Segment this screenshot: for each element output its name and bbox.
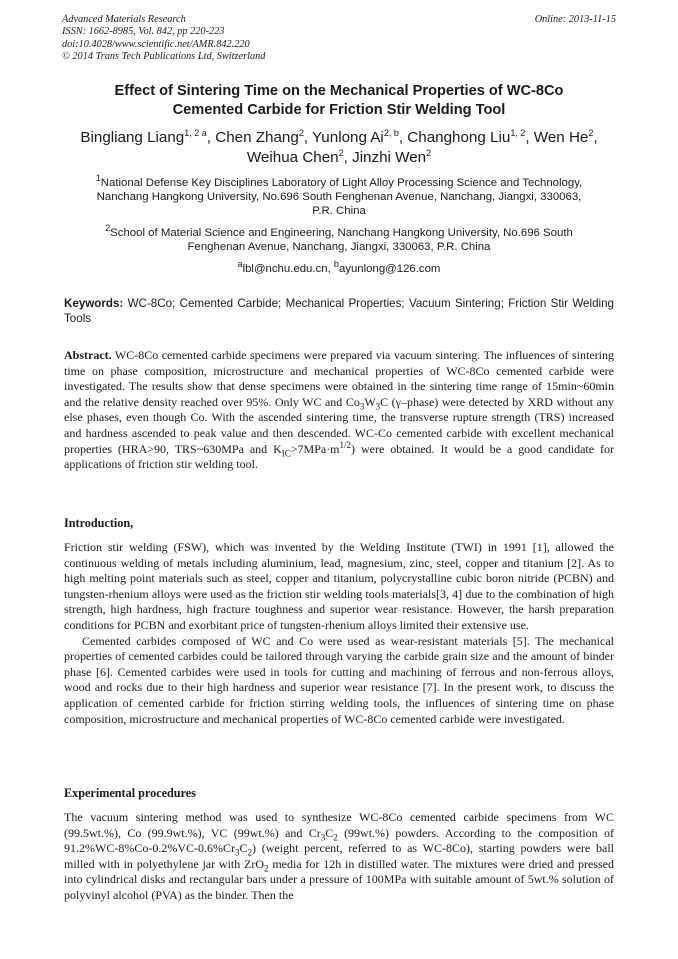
author-line-1: Bingliang Liang$^{1, 2 a}$, Chen Zhang$^2$, Yunlong Ai$^{2, b}$, Changhong Liu$^{1, 2}$, Wen He$^2$, [80, 127, 598, 146]
author-name: Changhong Liu [407, 129, 511, 146]
exp-text: C [239, 841, 248, 856]
author-name: Chen Zhang [215, 129, 299, 146]
doi-line[interactable]: doi:10.4028/www.scientific.net/AMR.842.220 [62, 38, 250, 50]
title-line-2: Cemented Carbide for Friction Stir Welding Tool [172, 102, 506, 118]
paper-title [40, 82, 638, 120]
author-affil-sup: 1, 2 [510, 127, 526, 138]
subscript: 3 [375, 401, 381, 412]
introduction-body [64, 540, 614, 727]
journal-name: Advanced Materials Research [62, 14, 186, 25]
keywords [64, 296, 614, 326]
exp-text: ) (weight percent, referred to as WC-8Co), starting powders were ball milled with in polyethylene jar with ZrO [64, 841, 614, 871]
affil-2-line-1: School of Material Science and Engineering, Nanchang Hangkong University, No.696 South [110, 227, 573, 239]
email-a[interactable]: lbl@nchu.edu.cn, [242, 263, 334, 275]
author-affil-sup: 2 [338, 147, 344, 158]
subscript: 3 [359, 401, 365, 412]
author-affil-sup: 2, b [383, 127, 399, 138]
author-emails [52, 259, 626, 276]
online-date: Online: 2013-11-15 [534, 14, 616, 25]
affiliation-2 [52, 223, 626, 254]
abstract-label: Abstract. [64, 348, 112, 362]
exp-text: (99wt.%) powders. According to the composition of 91.2%WC-8%Co-0.2%VC-0.6%Cr [64, 825, 614, 856]
experimental-heading: Experimental procedures [64, 786, 196, 800]
exp-text: media for 12h in distilled water. The mixtures were dried and pressed into cylindrical disks and rectangular bars under a pressure of 100MPa with suitable amount of 5wt.% solution of polyvinyl alcohol (PVA) as the binder. Then the [64, 856, 614, 902]
keywords-label: Keywords: [64, 297, 124, 310]
subscript: 2 [247, 847, 252, 858]
author-name: Weihua Chen [246, 149, 339, 166]
author-name: Wen He [533, 129, 589, 146]
subscript: 2 [264, 863, 269, 874]
subscript: 3 [320, 831, 326, 842]
abstract-text: W [364, 394, 376, 409]
abstract-text: C (γ–phase) were detected by XRD without any else phases, even though Co. With the ascended sintering time, the transverse rupture strength (TRS) increased and hardness ascended to peak value and then descended. WC-Co cemented carbide with excellent mechanical properties (HRA>90, TRS~630MPa and K [64, 394, 614, 456]
subscript: 3 [234, 847, 240, 858]
abstract-text: ) were obtained. It would be a good candidate for applications of friction stir welding tool. [64, 441, 614, 472]
author-name: Bingliang Liang [80, 129, 185, 146]
affil-1-line-1: National Defense Key Disciplines Laboratory of Light Alloy Processing Science and Technology, [100, 177, 583, 189]
abstract-text: >7MPa·m [290, 441, 340, 456]
affil-number: 1 [95, 173, 101, 184]
superscript: 1/2 [339, 439, 352, 450]
experimental-body [64, 810, 614, 904]
intro-paragraph-2: Cemented carbides composed of WC and Co were used as wear-resistant materials [5]. The mechanical properties of cemented carbides could be tailored through varying the carbide grain size and the amount of binder phase [6]. Cemented carbides were used in tools for cutting and machining of ferrous and non-ferrous alloys, wood and rocks due to their high hardness and superior wear resistance [7]. In the present work, to discuss the application of cemented carbide for friction stirring welding tools, the influences of sintering time on phase composition, microstructure and mechanical properties of WC-8Co cemented carbide were investigated. [64, 633, 614, 726]
exp-text: C [325, 825, 334, 840]
copyright-line: © 2014 Trans Tech Publications Ltd, Switzerland [62, 51, 266, 63]
affiliation-1 [52, 173, 626, 218]
affil-2-line-2: Fenghenan Avenue, Nanchang, Jiangxi, 330063, P.R. China [187, 241, 491, 253]
author-affil-sup: 2 [298, 127, 304, 138]
email-a-sup: a [237, 259, 243, 270]
author-affil-sup: 2 [426, 147, 432, 158]
abstract-text: WC-8Co cemented carbide specimens were prepared via vacuum sintering. The influences of sintering time on phase composition, microstructure and mechanical properties of WC-8Co cemented carbide were investigated. The results show that dense specimens were obtained in the sintering time range of 15min~60min and the relative density reached over 95%. Only WC and Co [64, 348, 614, 409]
intro-paragraph-1: Friction stir welding (FSW), which was invented by the Welding Institute (TWI) in 1991 [1], allowed the continuous welding of metals including aluminium, lead, magnesium, zinc, steel, copper and titanium [2]. As to high melting point materials such as steel, copper and titanium, polycrystalline cubic boron nitride (PCBN) and tungsten-rhenium alloys were used as the friction stir welding tools materials[3, 4] due to the combination of high strength, high hardness, high fracture toughness and superior wear resistance. However, the harsh preparation conditions for PCBN and exorbitant price of tungsten-rhenium alloys limited their extensive use. [64, 540, 614, 632]
issn-line: ISSN: 1662-8985, Vol. 842, pp 220-223 [62, 26, 225, 38]
exp-text: The vacuum sintering method was used to synthesize WC-8Co cemented carbide specimens from WC (99.5wt.%), Co (99.9wt.%), VC (99wt.%) and Cr [64, 810, 614, 840]
subscript: IC [281, 447, 291, 458]
affil-1-line-2: Nanchang Hangkong University, No.696 South Fenghenan Avenue, Nanchang, Jiangxi, 330063, [96, 191, 582, 203]
introduction-heading: Introduction, [64, 516, 134, 530]
author-list [40, 128, 638, 168]
email-b-sup: b [333, 259, 339, 270]
author-affil-sup: 2 [588, 127, 594, 138]
author-name: Jinzhi Wen [352, 149, 427, 166]
subscript: 2 [333, 831, 338, 842]
affil-1-line-3: P.R. China [312, 205, 366, 217]
journal-header [62, 14, 265, 64]
abstract [64, 348, 614, 473]
keywords-text: WC-8Co; Cemented Carbide; Mechanical Properties; Vacuum Sintering; Friction Stir Welding Tools [64, 297, 614, 325]
email-b[interactable]: ayunlong@126.com [338, 263, 441, 275]
title-line-1: Effect of Sintering Time on the Mechanical Properties of WC-8Co [114, 83, 564, 99]
author-affil-sup: 1, 2 a [184, 127, 207, 138]
author-line-2: Weihua Chen$^2$, Jinzhi Wen$^2$ [246, 147, 432, 166]
affil-number: 2 [105, 223, 111, 234]
author-name: Yunlong Ai [312, 129, 384, 146]
